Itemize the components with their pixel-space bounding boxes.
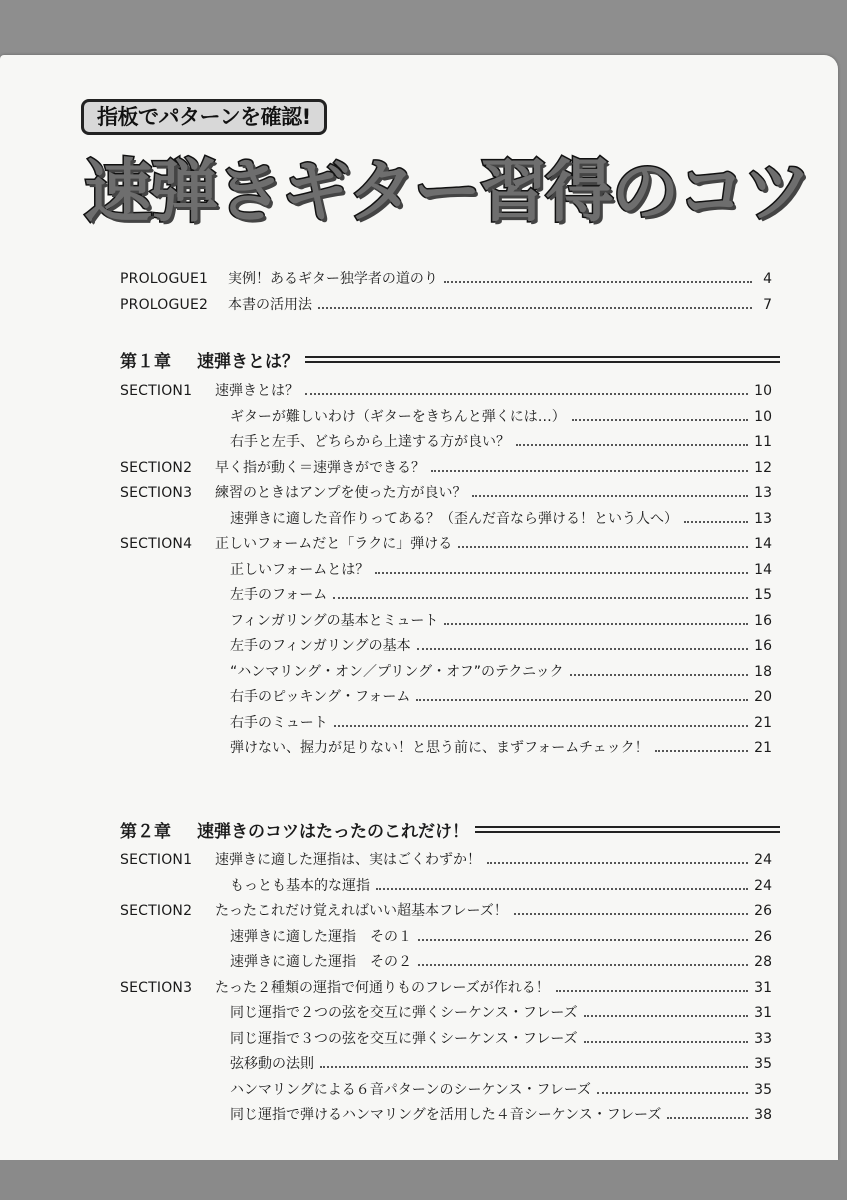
leader-dots (556, 980, 748, 992)
toc-title: たった２種類の運指で何通りものフレーズが作れる！ (215, 979, 550, 996)
toc-title: 正しいフォームとは？ (230, 561, 370, 578)
toc-title: 弾けない、握力が足りない！と思う前に、まずフォームチェック！ (230, 740, 649, 756)
leader-dots (570, 664, 749, 676)
toc-label: PROLOGUE1 (120, 271, 209, 287)
toc-entry[interactable] (120, 977, 772, 999)
toc-label: SECTION3 (120, 485, 193, 501)
toc-title: 同じ運指で２つの弦を交互に弾くシーケンス・フレーズ (230, 1005, 578, 1021)
chapter-title: 速弾きのコツはたったのこれだけ！ (197, 821, 469, 842)
chapter-heading[interactable] (120, 816, 780, 842)
leader-dots (305, 383, 748, 395)
chapter-title: 速弾きとは？ (197, 351, 299, 372)
toc-entry[interactable] (120, 849, 772, 871)
toc-page: 10 (754, 383, 772, 399)
toc-entry[interactable] (120, 294, 772, 316)
chapter-rule (305, 356, 780, 363)
toc-page: 11 (754, 434, 772, 450)
toc-page: 21 (754, 740, 772, 756)
toc-title: 右手と左手、どちらから上達する方が良い？ (230, 434, 510, 450)
toc-title: フィンガリングの基本とミュート (230, 612, 439, 629)
page-title: 速弾きギター習得のコツ (84, 153, 810, 232)
toc-page: 26 (754, 928, 772, 945)
toc-page: 16 (754, 612, 772, 629)
toc-label: PROLOGUE2 (120, 297, 209, 313)
leader-dots (417, 638, 749, 650)
toc-title: もっとも基本的な運指 (230, 877, 370, 894)
toc-page: 13 (754, 510, 772, 527)
toc-label: SECTION4 (120, 536, 193, 552)
toc-entry[interactable] (230, 686, 772, 708)
leader-dots (572, 409, 748, 421)
toc-entry[interactable] (120, 533, 772, 555)
leader-dots (458, 536, 748, 548)
toc-title: 正しいフォームだと「ラクに」弾ける (215, 536, 453, 552)
toc-label: SECTION1 (120, 383, 193, 399)
leader-dots (584, 1031, 749, 1043)
leader-dots (655, 740, 749, 752)
toc-entry[interactable] (230, 1028, 772, 1050)
toc-title: 左手のフォーム (230, 587, 328, 603)
toc-entry[interactable] (230, 926, 772, 948)
toc-title: 実例！あるギター独学者の道のり (228, 271, 438, 287)
toc-entry[interactable] (230, 1002, 772, 1024)
leader-dots (684, 511, 748, 523)
chapter-number: 第１章 (120, 351, 171, 372)
toc-entry[interactable] (230, 875, 772, 897)
toc-title: 同じ運指で３つの弦を交互に弾くシーケンス・フレーズ (230, 1030, 578, 1047)
subtitle-badge: 指板でパターンを確認! (81, 99, 327, 135)
toc-entry[interactable] (230, 712, 772, 734)
toc-page: 16 (754, 638, 772, 654)
toc-entry[interactable] (120, 900, 772, 922)
leader-dots (334, 715, 748, 727)
toc-title: 早く指が動く＝速弾きができる？ (215, 459, 425, 476)
leader-dots (333, 587, 748, 599)
toc-page: 35 (754, 1081, 772, 1098)
leader-dots (375, 562, 748, 574)
toc-title: 本書の活用法 (228, 297, 312, 313)
leader-dots (376, 878, 748, 890)
leader-dots (597, 1082, 748, 1094)
toc-entry[interactable] (120, 380, 772, 402)
toc-entry[interactable] (120, 268, 772, 290)
toc-page: 21 (754, 714, 772, 731)
toc-label: SECTION2 (120, 459, 193, 476)
toc-title: 速弾きに適した音作りってある？（歪んだ音なら弾ける！という人へ） (230, 510, 678, 527)
toc-page: 28 (754, 954, 772, 970)
leader-dots (444, 613, 748, 625)
toc-title: ハンマリングによる６音パターンのシーケンス・フレーズ (230, 1081, 592, 1098)
toc-page: 4 (763, 271, 772, 287)
toc-entry[interactable] (230, 610, 772, 632)
toc-title: 速弾きに適した運指 その２ (230, 954, 412, 970)
toc-page: 7 (763, 297, 772, 313)
toc-entry[interactable] (120, 482, 772, 504)
leader-dots (516, 434, 748, 446)
toc-page: 18 (754, 663, 772, 680)
toc-page: 24 (754, 877, 772, 894)
toc-title: 速弾きに適した運指は、実はごくわずか！ (215, 852, 481, 868)
toc-page: 14 (754, 561, 772, 578)
toc-label: SECTION3 (120, 979, 193, 996)
toc-entry[interactable] (120, 457, 772, 479)
toc-title: 速弾きとは？ (215, 383, 299, 399)
toc-title: 右手のピッキング・フォーム (230, 689, 411, 705)
leader-dots (472, 485, 748, 497)
toc-page: 24 (754, 852, 772, 868)
leader-dots (584, 1005, 749, 1017)
toc-entry[interactable] (230, 584, 772, 606)
toc-page: 38 (754, 1107, 772, 1123)
toc-entry[interactable] (230, 1104, 772, 1126)
toc-page: 26 (754, 903, 772, 919)
leader-dots (487, 852, 748, 864)
leader-dots (418, 929, 748, 941)
toc-page: 20 (754, 689, 772, 705)
leader-dots (444, 271, 752, 283)
leader-dots (431, 460, 748, 472)
leader-dots (318, 297, 752, 309)
toc-title: 弦移動の法則 (230, 1056, 314, 1072)
toc-title: 同じ運指で弾けるハンマリングを活用した４音シーケンス・フレーズ (230, 1107, 662, 1123)
scan-border (0, 1160, 847, 1200)
toc-page: 10 (754, 408, 772, 425)
leader-dots (667, 1107, 748, 1119)
toc-entry[interactable] (230, 1053, 772, 1075)
leader-dots (514, 903, 748, 915)
toc-entry[interactable] (230, 661, 772, 683)
toc-title: 速弾きに適した運指 その１ (230, 928, 412, 945)
chapter-rule (475, 826, 780, 833)
toc-page: 15 (754, 587, 772, 603)
toc-page: 14 (754, 536, 772, 552)
toc-entry[interactable] (230, 635, 772, 657)
toc-page: 12 (754, 459, 772, 476)
toc-entry[interactable] (230, 508, 772, 530)
leader-dots (320, 1056, 748, 1068)
leader-dots (416, 689, 748, 701)
toc-title: 左手のフィンガリングの基本 (230, 638, 411, 654)
toc-entry[interactable] (230, 406, 772, 428)
toc-label: SECTION2 (120, 903, 193, 919)
chapter-heading[interactable] (120, 346, 780, 372)
toc-page: 31 (754, 979, 772, 996)
toc-title: “ハンマリング・オン／プリング・オフ”のテクニック (230, 663, 564, 680)
toc-title: 右手のミュート (230, 714, 328, 731)
leader-dots (418, 954, 748, 966)
toc-page: 35 (754, 1056, 772, 1072)
toc-page: 13 (754, 485, 772, 501)
toc-entry[interactable] (230, 737, 772, 759)
toc-entry[interactable] (230, 1079, 772, 1101)
chapter-number: 第２章 (120, 821, 171, 842)
toc-entry[interactable] (230, 431, 772, 453)
toc-page: 33 (754, 1030, 772, 1047)
toc-title: たったこれだけ覚えればいい超基本フレーズ！ (215, 903, 508, 919)
toc-label: SECTION1 (120, 852, 193, 868)
toc-title: ギターが難しいわけ（ギターをきちんと弾くには…） (230, 408, 566, 425)
toc-page: 31 (754, 1005, 772, 1021)
toc-title: 練習のときはアンプを使った方が良い？ (215, 485, 467, 501)
toc-entry[interactable] (230, 559, 772, 581)
toc-entry[interactable] (230, 951, 772, 973)
